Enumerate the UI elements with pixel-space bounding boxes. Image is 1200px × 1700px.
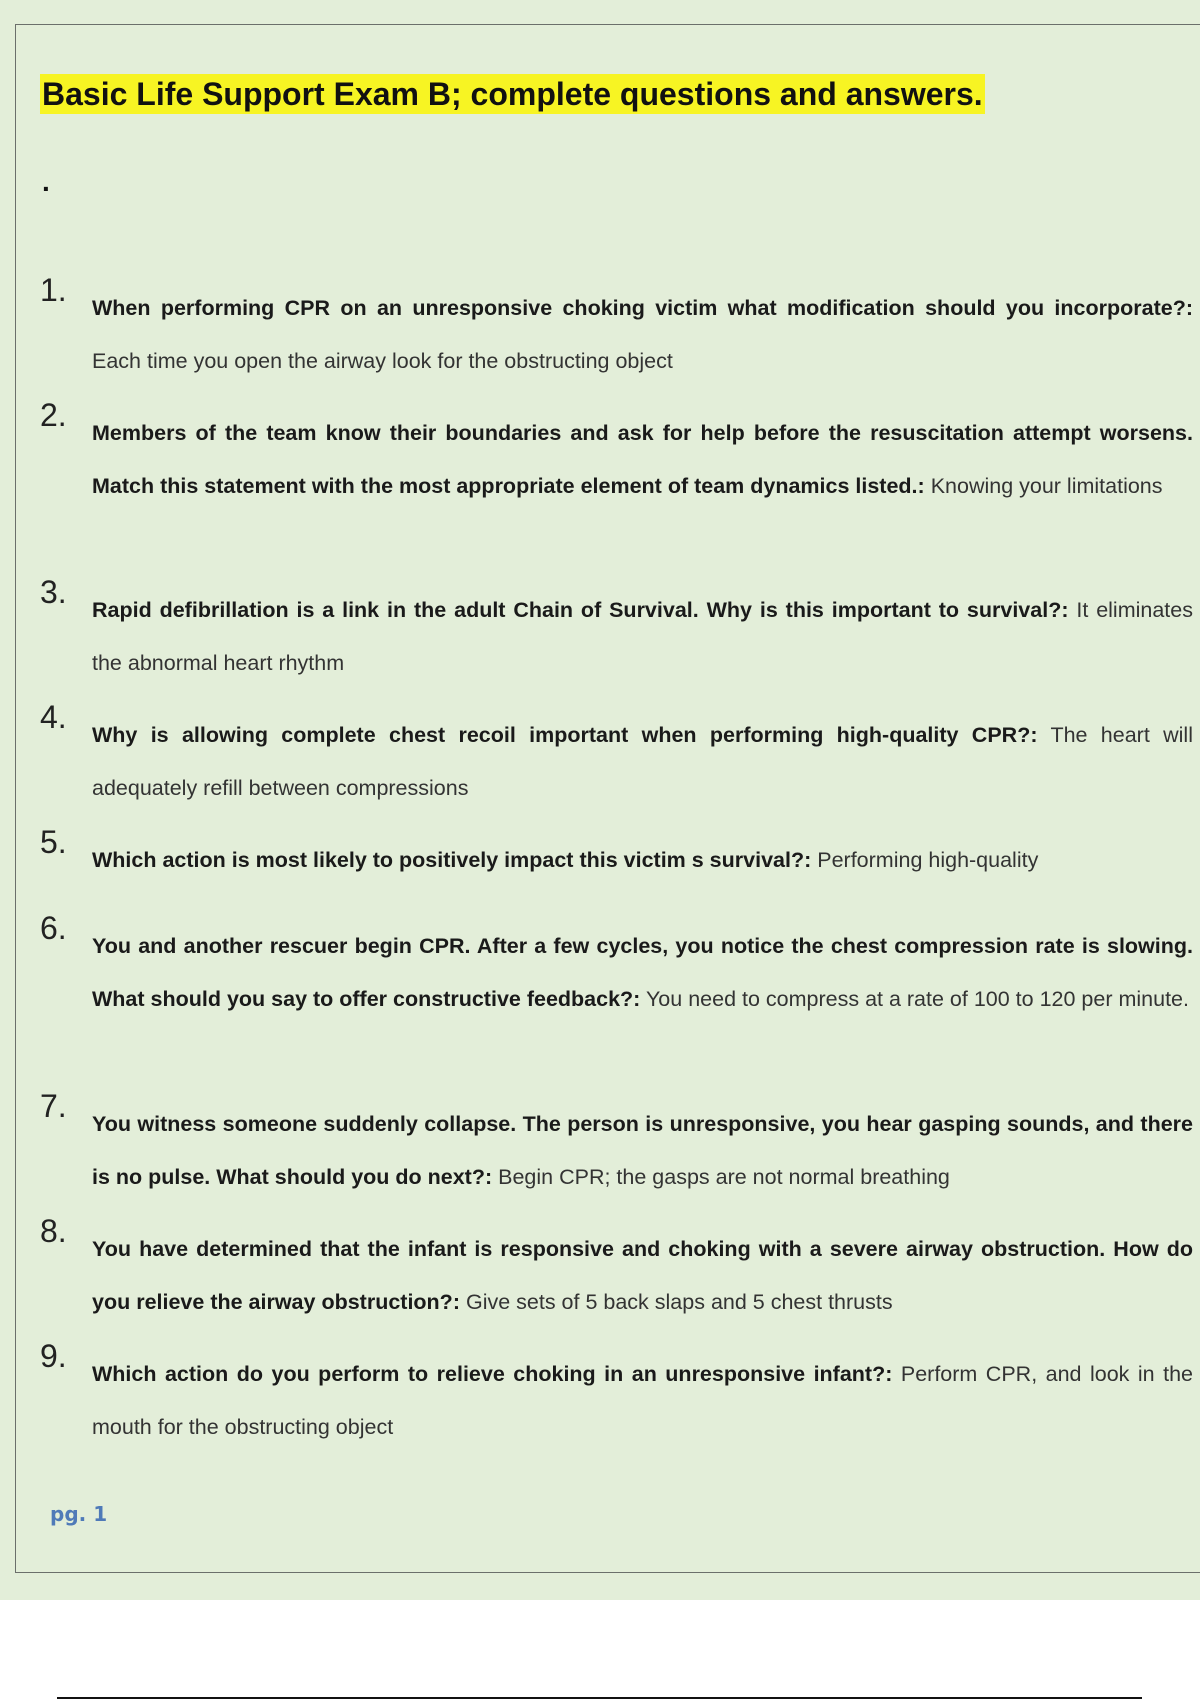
question-item-1: [40, 272, 1193, 388]
answer-text: Give sets of 5 back slaps and 5 chest thrusts: [465, 1290, 893, 1314]
question-text: When performing CPR on an unresponsive choking victim what modification should you incorporate?:: [92, 296, 1193, 320]
question-text: Rapid defibrillation is a link in the adult Chain of Survival. Why is this important to survival?:: [92, 598, 1069, 622]
answer-text: Each time you open the airway look for the obstructing object: [92, 349, 673, 373]
question-item-9: [40, 1338, 1193, 1454]
question-body: [92, 709, 1193, 815]
question-number: 1.: [40, 272, 67, 308]
question-item-8: [40, 1213, 1193, 1329]
answer-text: You need to compress at a rate of 100 to 120 per minute.: [645, 987, 1189, 1011]
question-body: [92, 920, 1193, 1026]
answer-text: Performing high-quality: [817, 848, 1039, 872]
question-text: Which action do you perform to relieve choking in an unresponsive infant?:: [92, 1362, 893, 1386]
question-item-6: [40, 910, 1193, 1026]
answer-text: The heart will adequately refill between compressions: [92, 723, 1193, 800]
answer-text: Knowing your limitations: [930, 474, 1163, 498]
question-text: Which action is most likely to positively impact this victim s survival?:: [92, 848, 812, 872]
question-text: You have determined that the infant is responsive and choking with a severe airway obstruction. How do you relieve the airway obstruction?:: [92, 1237, 1193, 1314]
question-text: Members of the team know their boundaries and ask for help before the resuscitation attempt worsens. Match this statement with the most appropriate element of team dynamics listed.:: [92, 421, 1193, 498]
bottom-divider: [57, 1697, 1142, 1699]
question-number: 4.: [40, 699, 67, 735]
answer-text: Begin CPR; the gasps are not normal breathing: [498, 1165, 950, 1189]
question-body: [92, 1098, 1193, 1204]
question-body: [92, 834, 1193, 887]
question-body: [92, 282, 1193, 388]
question-item-4: [40, 699, 1193, 815]
document-title: Basic Life Support Exam B; complete questions and answers.: [42, 76, 983, 112]
question-body: [92, 1348, 1193, 1454]
question-number: 3.: [40, 574, 67, 610]
question-text: You and another rescuer begin CPR. After a few cycles, you notice the chest compression rate is slowing. What should you say to offer constructive feedback?:: [92, 934, 1193, 1011]
page-number: pg. 1: [50, 1502, 108, 1526]
question-number: 2.: [40, 397, 67, 433]
question-number: 6.: [40, 910, 67, 946]
question-number: 9.: [40, 1338, 67, 1374]
question-number: 8.: [40, 1213, 67, 1249]
answer-text: Perform CPR, and look in the mouth for the obstructing object: [92, 1362, 1193, 1439]
question-number: 5.: [40, 824, 67, 860]
question-item-5: [40, 824, 1193, 887]
question-item-7: [40, 1088, 1193, 1204]
question-number: 7.: [40, 1088, 67, 1124]
question-body: [92, 584, 1193, 690]
question-text: Why is allowing complete chest recoil important when performing high-quality CPR?:: [92, 723, 1038, 747]
question-item-2: [40, 397, 1193, 513]
question-body: [92, 407, 1193, 513]
question-item-3: [40, 574, 1193, 690]
bullet-marker: .: [42, 166, 50, 197]
answer-text: It eliminates the abnormal heart rhythm: [92, 598, 1193, 675]
question-text: You witness someone suddenly collapse. The person is unresponsive, you hear gasping sounds, and there is no pulse. What should you do next?:: [92, 1112, 1193, 1189]
question-body: [92, 1223, 1193, 1329]
